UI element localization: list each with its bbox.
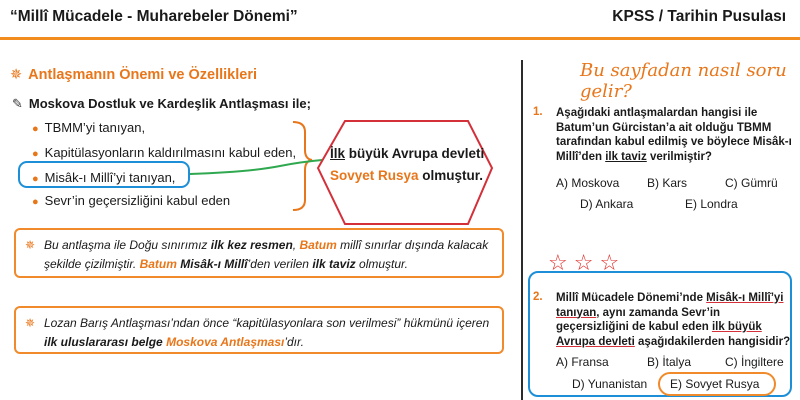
q1-option-d[interactable]: D) Ankara — [580, 197, 634, 211]
gear-icon: ✵ — [25, 238, 36, 252]
q2-option-b[interactable]: B) İtalya — [647, 355, 692, 369]
note-orange: Batum — [139, 257, 177, 271]
question-underline: Misâk-ı Millî’yi tanıyan — [556, 292, 784, 319]
q1-option-e[interactable]: E) Londra — [685, 197, 738, 211]
question-underline: ilk taviz — [605, 150, 647, 163]
q1-option-c[interactable]: C) Gümrü — [725, 176, 778, 190]
question-text: verilmiştir? — [646, 150, 712, 163]
pencil-icon: ✎ — [12, 96, 23, 111]
bullet-dot: ● — [32, 173, 39, 185]
q1-option-b[interactable]: B) Kars — [647, 176, 688, 190]
first-word: İlk — [330, 146, 346, 161]
section-title-text: Antlaşmanın Önemi ve Özellikleri — [28, 67, 258, 83]
note-bold: ilk kez resmen — [210, 238, 293, 252]
q1-option-a[interactable]: A) Moskova — [556, 176, 620, 190]
note-text: millî sınırlar dışında kalacak şekilde çizilmiştir. — [44, 238, 489, 271]
star-icons: ☆☆☆ — [548, 250, 626, 275]
note-bold: Misâk-ı Millî — [176, 257, 248, 271]
side-heading: Bu sayfadan nasıl soru gelir? — [580, 60, 787, 102]
bullet-dot: ● — [32, 148, 39, 160]
result-tail: olmuştur. — [418, 168, 484, 183]
result-line-2 — [330, 168, 483, 183]
note-bold: ilk taviz — [312, 257, 356, 271]
connector-line — [190, 160, 322, 174]
bullet-dot: ● — [32, 196, 39, 208]
list-item-text: Sevr’in geçersizliğini kabul eden — [44, 193, 231, 208]
power-name: Sovyet Rusya — [330, 168, 419, 183]
q2-option-c[interactable]: C) İngiltere — [725, 355, 784, 369]
q2-option-a[interactable]: A) Fransa — [556, 355, 609, 369]
question-1-number: 1. — [533, 106, 543, 118]
question-text: Millî Mücadele Dönemi’nde — [556, 292, 707, 304]
list-item-text: TBMM’yi tanıyan, — [44, 120, 146, 135]
note-text: olmuştur. — [355, 257, 408, 271]
treaty-title: Moskova Dostluk ve Kardeşlik Antlaşması ile; — [28, 96, 311, 111]
question-underline: ilk büyük Avrupa devleti — [556, 321, 762, 348]
q2-option-d[interactable]: D) Yunanistan — [572, 377, 648, 391]
question-2-text — [556, 291, 792, 349]
bullet-dot: ● — [32, 123, 39, 135]
gear-icon: ✵ — [25, 316, 36, 330]
brace-shape — [293, 122, 312, 210]
result-line-1 — [330, 146, 484, 161]
note-box-capitulations — [14, 306, 504, 354]
note-text: ’den verilen — [247, 257, 313, 271]
note-text: , — [292, 238, 300, 252]
first-rest: büyük Avrupa devleti — [345, 146, 485, 161]
note-bold: ilk uluslararası belge — [44, 335, 163, 349]
question-text: aşağıdakilerden hangisidir? — [634, 335, 791, 348]
note-orange: Batum — [299, 238, 337, 252]
answer-oval — [658, 372, 776, 396]
note-text: Lozan Barış Antlaşması’ndan önce “kapitülasyonlara son verilmesi” hükmünü içeren — [44, 316, 490, 330]
question-text: , aynı zamanda Sevr’in geçersizliğini de kabul eden — [556, 306, 721, 333]
question-2-number: 2. — [533, 291, 543, 303]
note-box-batum — [14, 228, 504, 278]
note-orange: Moskova Antlaşması — [166, 335, 285, 349]
gear-icon: ✵ — [10, 67, 23, 83]
book-title: KPSS / Tarihin Pusulası — [612, 8, 786, 25]
q2-option-e[interactable]: E) Sovyet Rusya — [670, 377, 760, 391]
question-text: Aşağıdaki antlaşmalardan hangisi ile Batum’un Gürcistan’a ait olduğu TBMM tarafından kabul edilmiş ve böylece Misâk-ı Millî’den — [556, 107, 792, 163]
note-text: Bu antlaşma ile Doğu sınırımız — [44, 238, 211, 252]
question-1-text — [556, 106, 792, 164]
list-item-text: Misâk-ı Millî’yi tanıyan, — [44, 170, 176, 185]
note-text: ’dır. — [284, 335, 304, 349]
page-title: “Millî Mücadele - Muharebeler Dönemi” — [10, 8, 298, 25]
list-item-text: Kapitülasyonların kaldırılmasını kabul eden, — [44, 145, 297, 160]
